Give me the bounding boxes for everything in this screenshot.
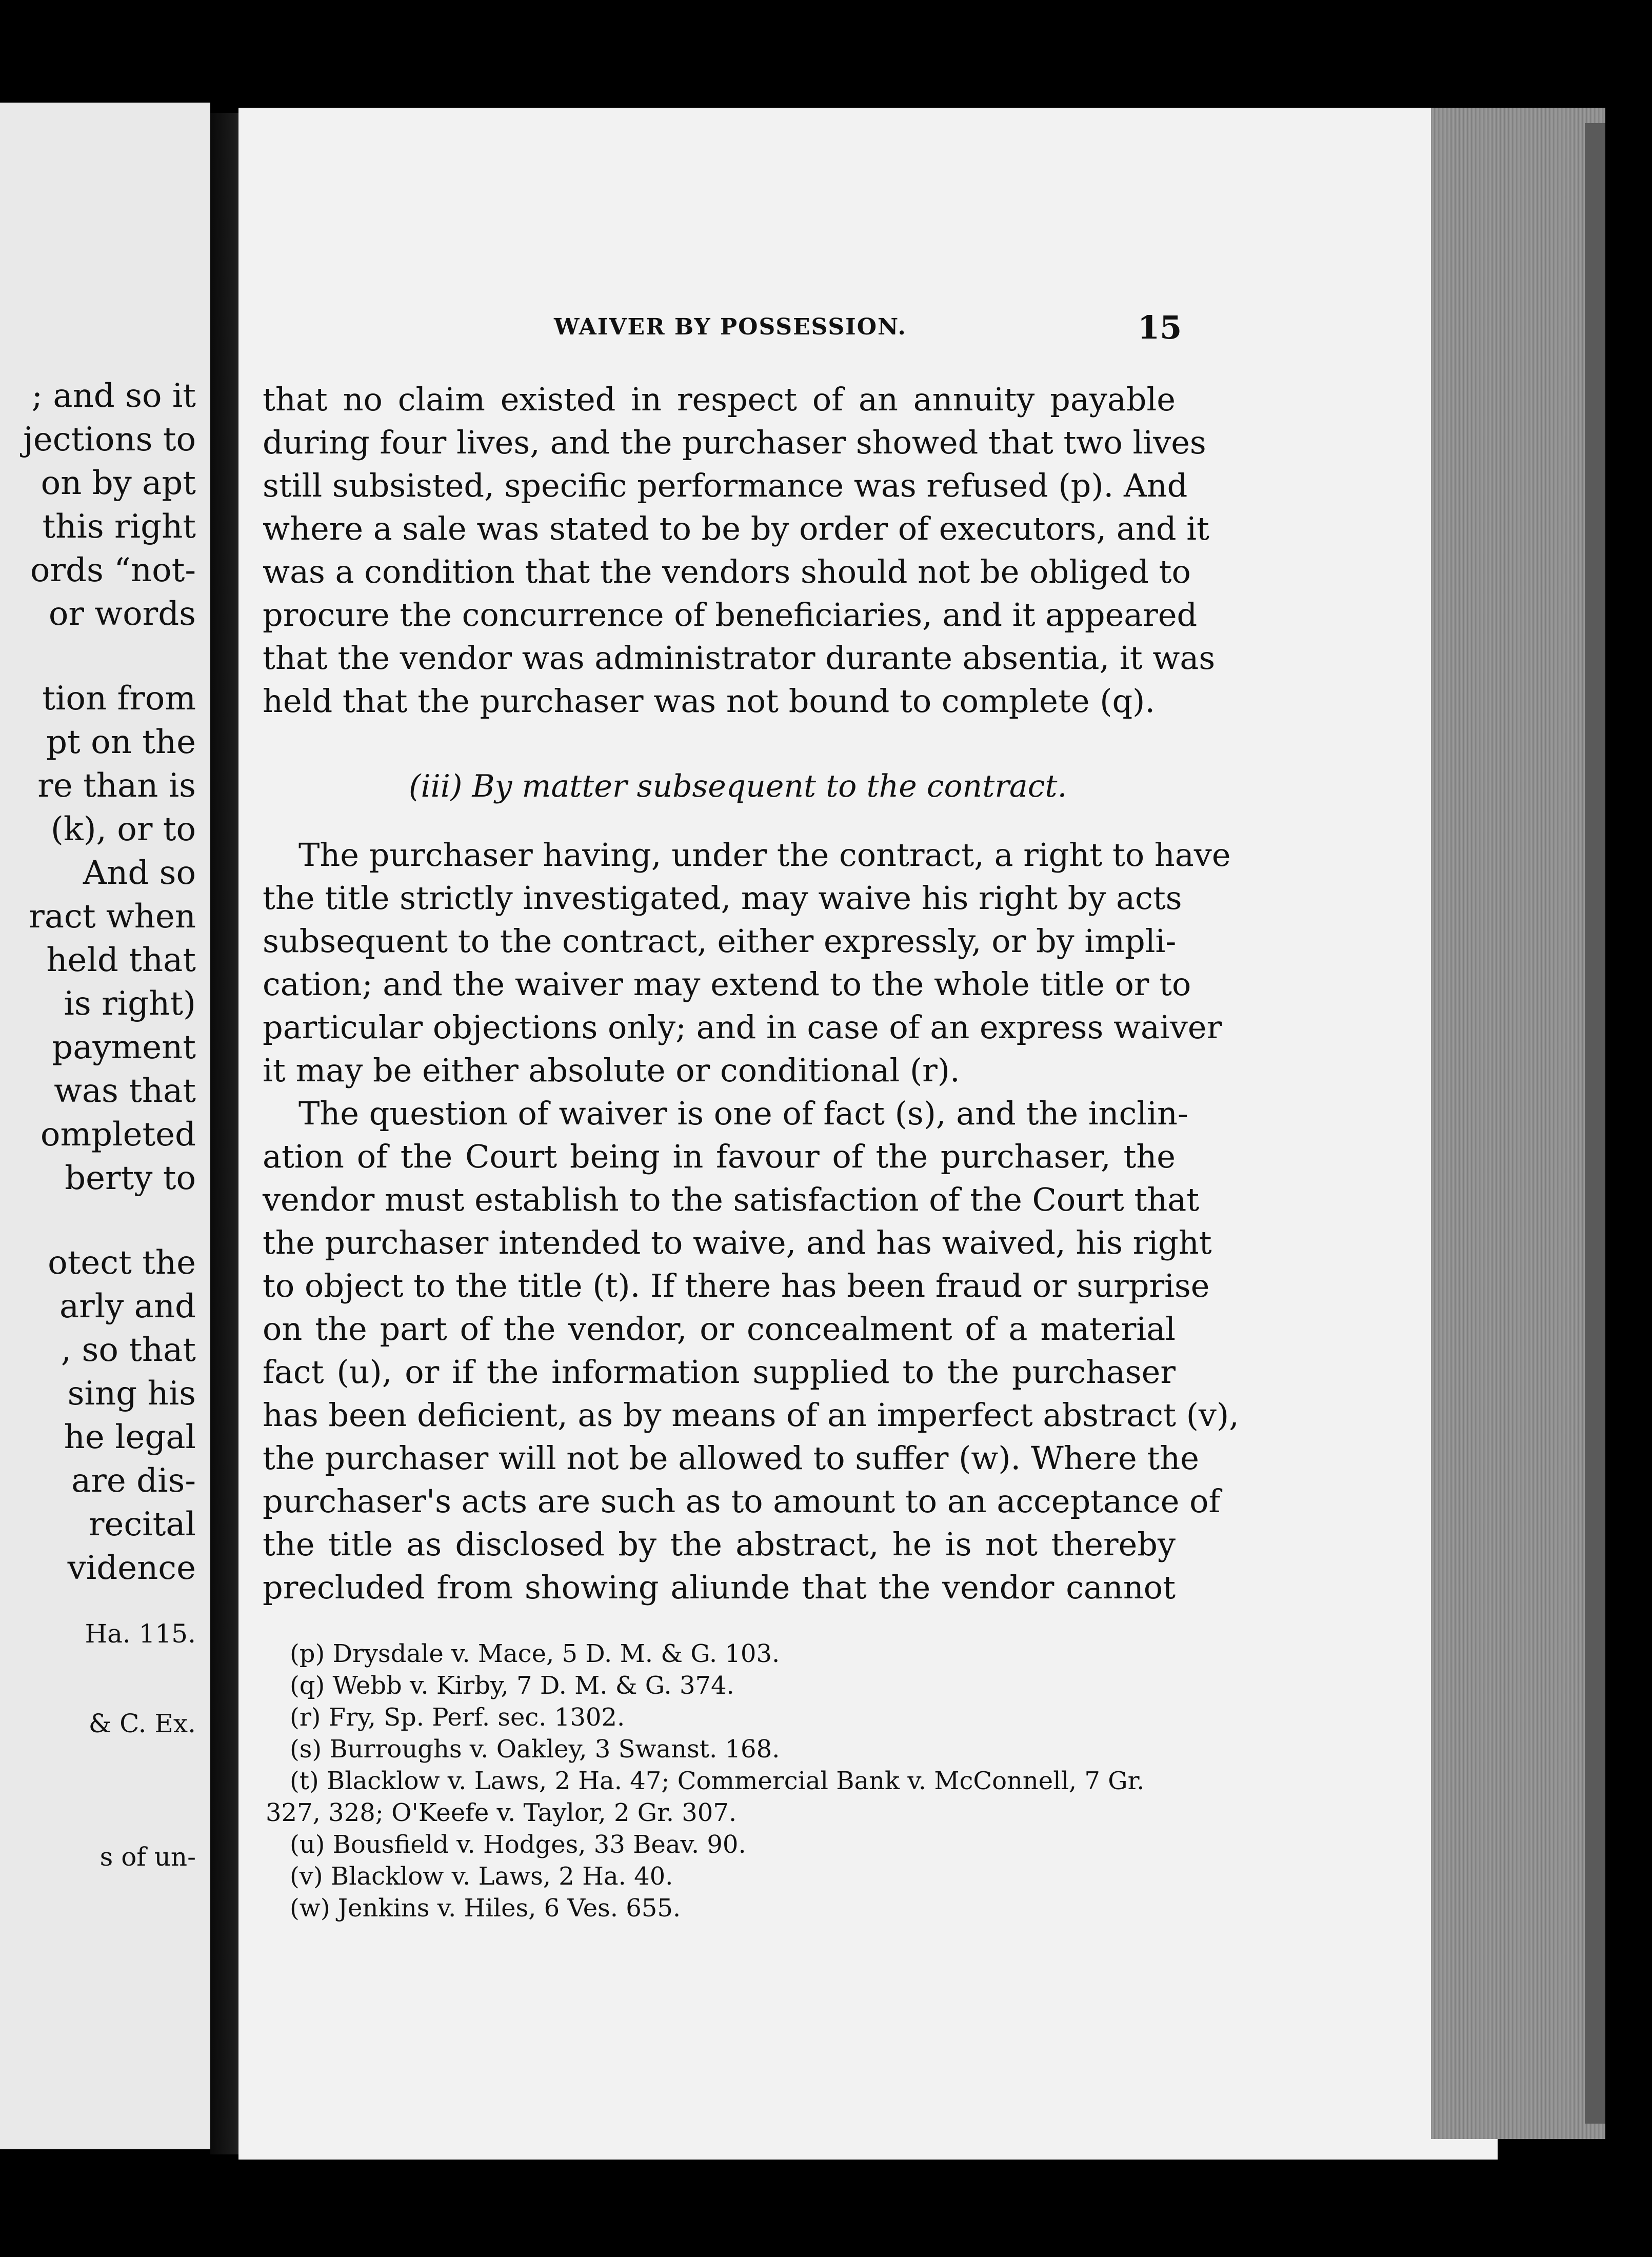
left-page-footnote: Ha. 115. [85, 1619, 196, 1649]
left-page-line: held that [46, 941, 196, 979]
body-line: the title strictly investigated, may waive his right by acts [263, 879, 1182, 917]
body-line: the purchaser intended to waive, and has waived, his right [263, 1224, 1212, 1261]
left-page-line: ; and so it [31, 377, 196, 415]
left-page-line: berty to [65, 1159, 196, 1197]
left-page-line: is right) [64, 985, 196, 1023]
body-line: particular objections only; and in case of an express waiver [263, 1008, 1222, 1046]
body-line: still subsisted, specific performance was refused (p). And [263, 467, 1188, 504]
footnote-p: (p) Drysdale v. Mace, 5 D. M. & G. 103. [290, 1639, 780, 1668]
left-page-line: pt on the [46, 723, 196, 761]
body-line: that the vendor was administrator durante absentia, it was [263, 639, 1216, 677]
body-line: that no claim existed in respect of an annuity payable [263, 381, 1176, 418]
left-page-line: this right [42, 508, 196, 546]
body-line: subsequent to the contract, either expressly, or by impli- [263, 922, 1177, 960]
footnote-s: (s) Burroughs v. Oakley, 3 Swanst. 168. [290, 1735, 780, 1764]
footnote-t: (t) Blacklow v. Laws, 2 Ha. 47; Commercial Bank v. McConnell, 7 Gr. [290, 1767, 1145, 1795]
body-line: to object to the title (t). If there has been fraud or surprise [263, 1267, 1210, 1304]
body-line: has been deficient, as by means of an imperfect abstract (v), [263, 1396, 1239, 1434]
left-page-footnote: s of un- [99, 1842, 196, 1872]
body-line: purchaser's acts are such as to amount to an acceptance of [263, 1482, 1221, 1520]
body-line: was a condition that the vendors should not be obliged to [263, 553, 1191, 590]
footnote-t-continued: 327, 328; O'Keefe v. Taylor, 2 Gr. 307. [266, 1798, 737, 1827]
body-line: held that the purchaser was not bound to complete (q). [263, 682, 1156, 720]
body-line: the purchaser will not be allowed to suffer (w). Where the [263, 1439, 1199, 1477]
footnote-v: (v) Blacklow v. Laws, 2 Ha. 40. [290, 1862, 673, 1891]
body-line: it may be either absolute or conditional (r). [263, 1052, 960, 1089]
left-page-line: payment [52, 1028, 196, 1066]
left-page-line: ompleted [40, 1116, 196, 1154]
left-page-line: are dis- [71, 1462, 196, 1500]
left-page-line: jections to [23, 421, 196, 459]
left-page-line: re than is [37, 767, 196, 805]
left-facing-page [0, 103, 210, 2149]
footnote-r: (r) Fry, Sp. Perf. sec. 1302. [290, 1703, 625, 1732]
left-page-line: recital [88, 1506, 196, 1543]
body-line: on the part of the vendor, or concealment of a material [263, 1310, 1176, 1348]
body-line: precluded from showing aliunde that the vendor cannot [263, 1569, 1176, 1606]
body-line: where a sale was stated to be by order of executors, and it [263, 510, 1209, 547]
body-line: fact (u), or if the information supplied to the purchaser [263, 1353, 1176, 1391]
left-page-line: tion from [42, 680, 196, 718]
body-line: vendor must establish to the satisfaction of the Court that [263, 1181, 1200, 1218]
left-page-line: (k), or to [50, 810, 196, 848]
left-page-line: he legal [64, 1418, 196, 1456]
page-edges [1431, 108, 1605, 2139]
body-line: The question of waiver is one of fact (s), and the inclin- [298, 1095, 1188, 1132]
body-line: ation of the Court being in favour of the purchaser, the [263, 1138, 1176, 1175]
left-page-line: And so [83, 854, 196, 892]
page-number: 15 [1138, 309, 1182, 346]
left-page-line: on by apt [41, 464, 196, 502]
left-page-footnote: & C. Ex. [88, 1709, 196, 1738]
body-line: The purchaser having, under the contract, a right to have [298, 836, 1231, 874]
left-page-line: sing his [67, 1375, 196, 1413]
body-line: during four lives, and the purchaser showed that two lives [263, 424, 1206, 461]
left-page-line: , so that [61, 1331, 196, 1369]
left-page-line: otect the [48, 1244, 196, 1282]
left-page-line: vidence [67, 1549, 196, 1587]
left-page-line: ords “not- [30, 551, 196, 589]
footnote-q: (q) Webb v. Kirby, 7 D. M. & G. 374. [290, 1671, 734, 1700]
body-line: procure the concurrence of beneficiaries, and it appeared [263, 596, 1198, 633]
left-page-line: was that [54, 1072, 196, 1110]
footnote-w: (w) Jenkins v. Hiles, 6 Ves. 655. [290, 1894, 681, 1923]
footnote-u: (u) Bousfield v. Hodges, 33 Beav. 90. [290, 1830, 746, 1859]
left-page-line: or words [48, 595, 196, 633]
page-edges-shadow [1585, 123, 1605, 2124]
body-line: cation; and the waiver may extend to the whole title or to [263, 965, 1191, 1003]
body-line: the title as disclosed by the abstract, he is not thereby [263, 1526, 1176, 1563]
left-page-line: ract when [29, 898, 196, 936]
left-page-line: arly and [59, 1288, 196, 1325]
section-heading: (iii) By matter subsequent to the contract. [409, 768, 1067, 804]
running-title: WAIVER BY POSSESSION. [554, 314, 907, 340]
